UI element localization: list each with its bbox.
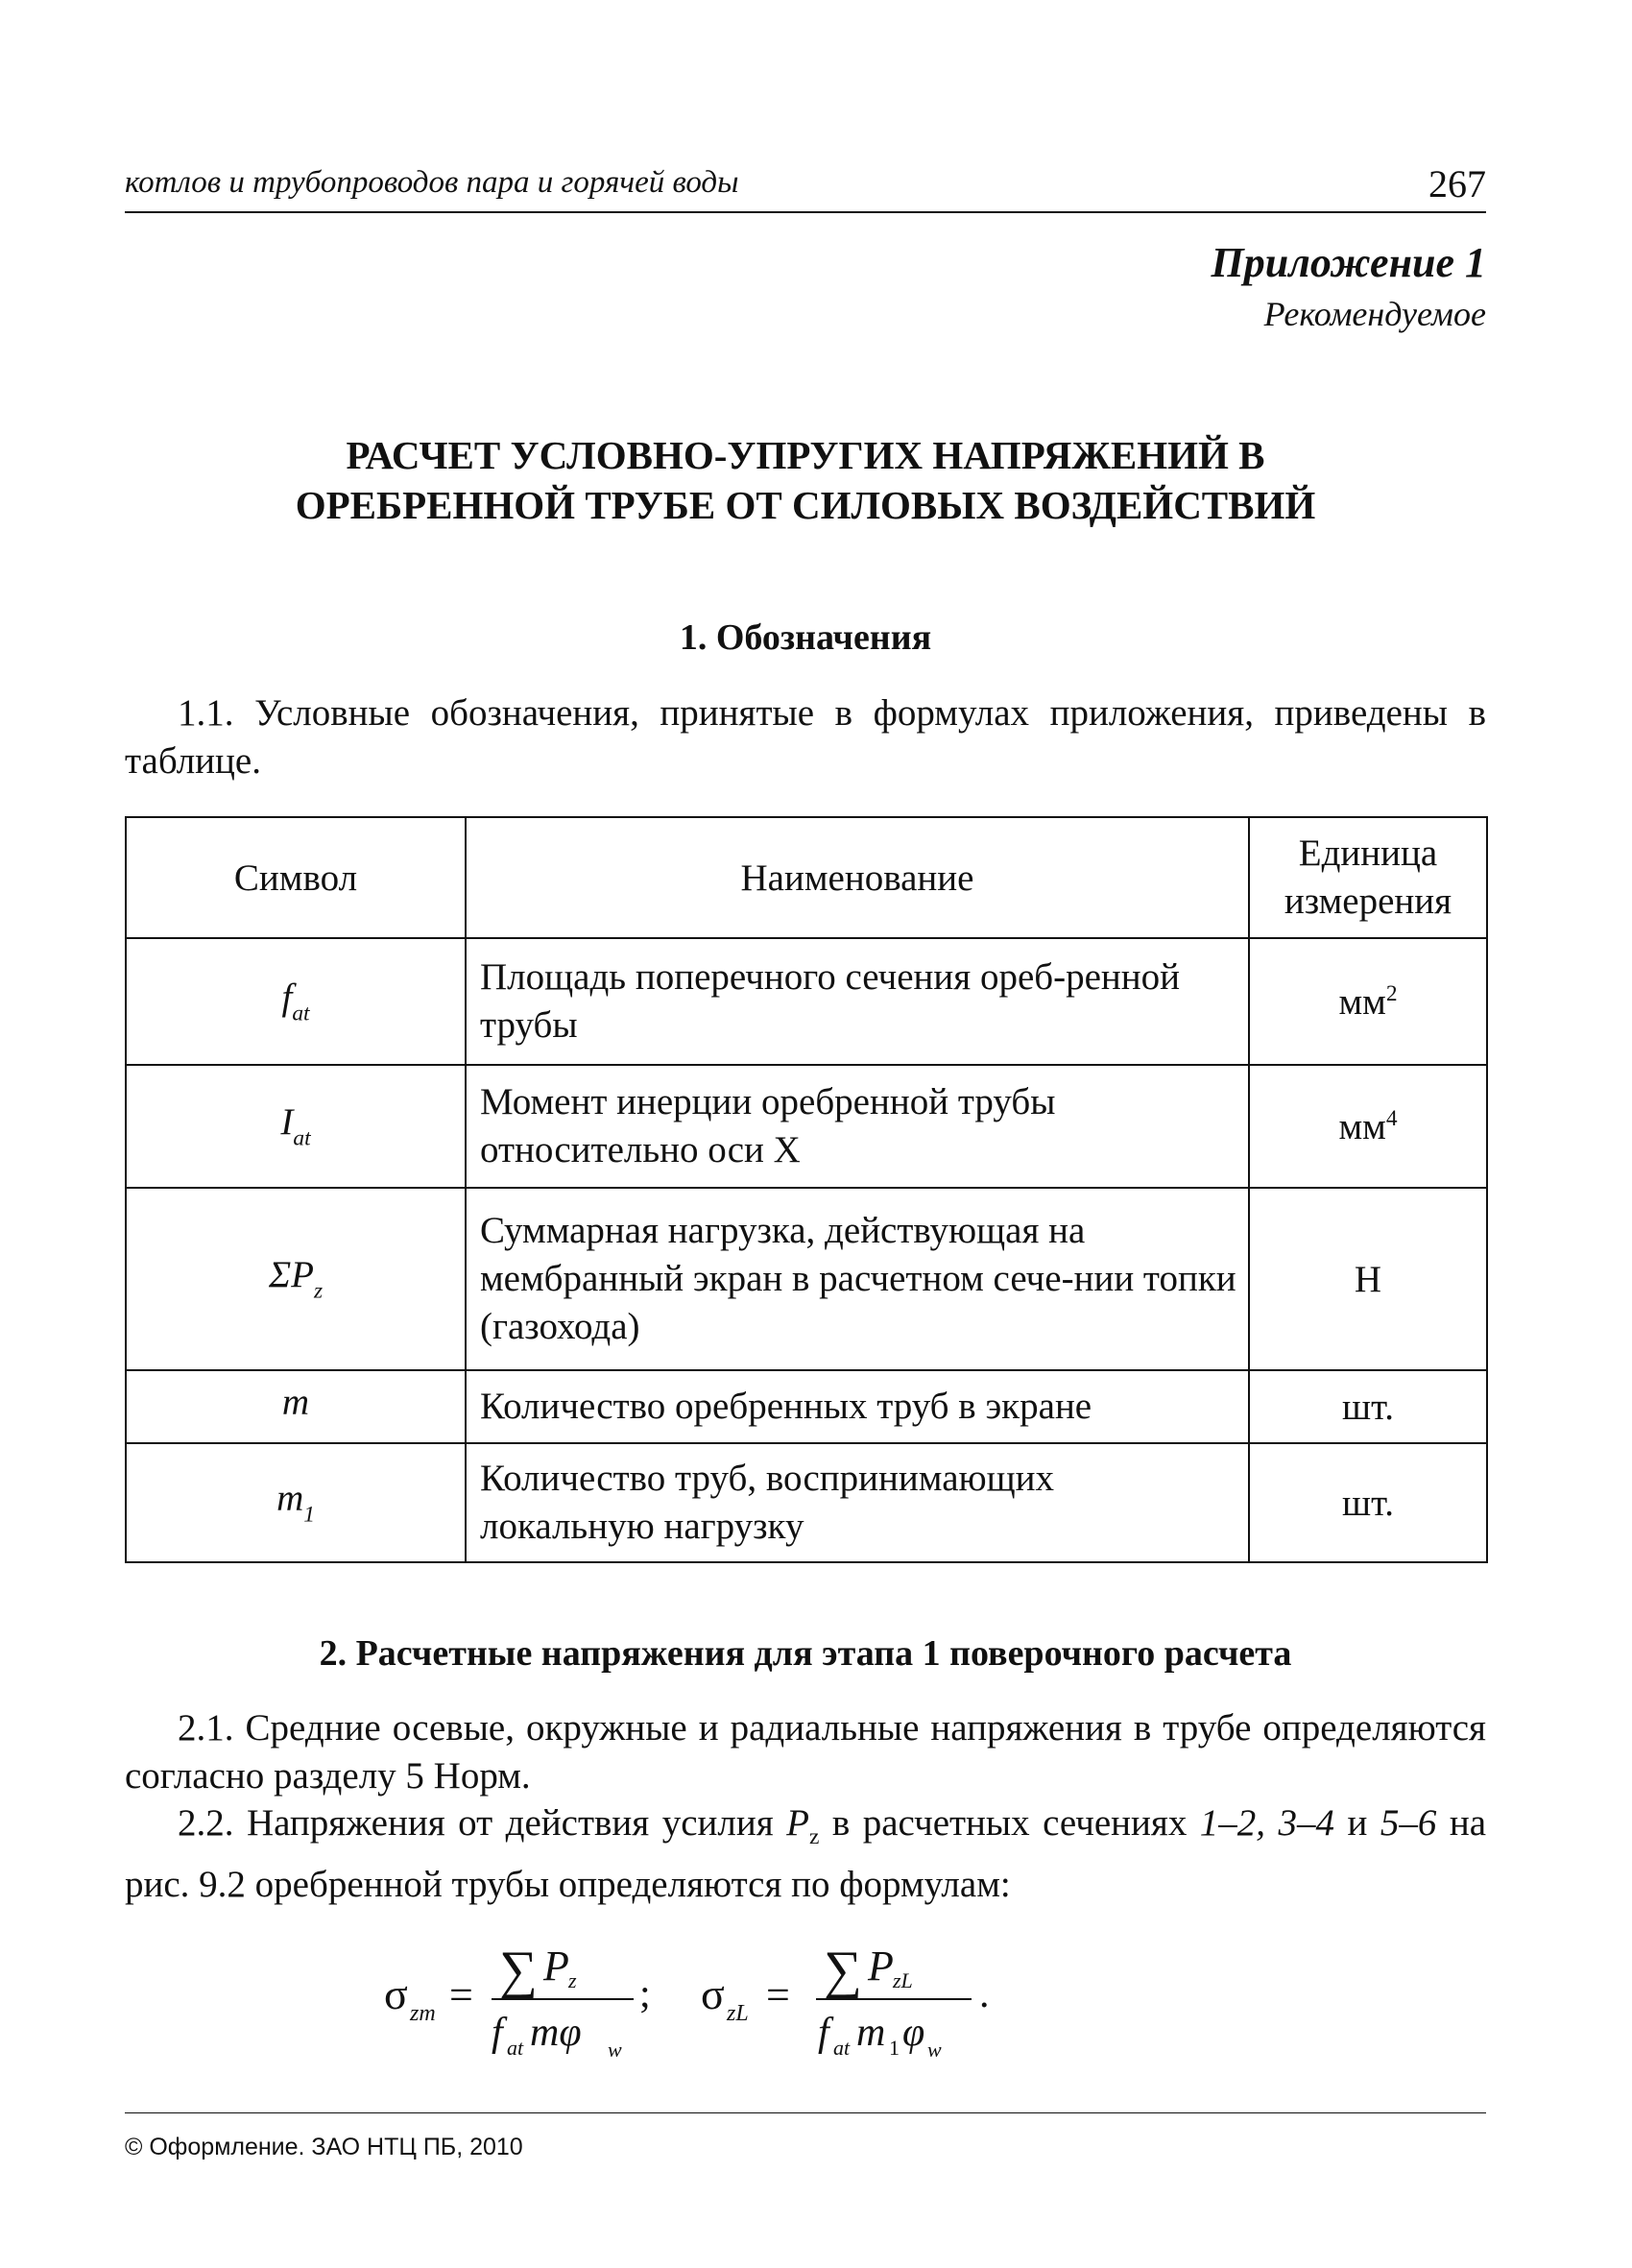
symbol: I — [280, 1101, 294, 1144]
footer-rule — [125, 2112, 1486, 2113]
document-title-line-2: ОРЕБРЕННОЙ ТРУБЕ ОТ СИЛОВЫХ ВОЗДЕЙСТВИЙ — [295, 483, 1316, 527]
unit-cell — [1249, 1065, 1487, 1188]
unit: мм — [1338, 1105, 1386, 1147]
section-1-heading: 1. Обозначения — [679, 617, 932, 658]
formula-period: . — [979, 1972, 990, 2016]
unit-cell — [1249, 1443, 1487, 1562]
denominator-count-phi: mφ — [530, 2011, 582, 2055]
unit-superscript: 4 — [1385, 1105, 1398, 1131]
name-cell: Момент инерции оребренной трубы относительно оси X — [466, 1065, 1249, 1188]
column-header-symbol: Символ — [126, 817, 466, 938]
force-symbol: P — [786, 1802, 809, 1844]
name-cell: Количество оребренных труб в экране — [466, 1370, 1249, 1443]
sum-sign-icon: ∑ — [824, 1941, 862, 2000]
document-title-line-1: РАСЧЕТ УСЛОВНО-УПРУГИХ НАПРЯЖЕНИЙ В — [346, 433, 1265, 477]
header-rule — [125, 211, 1486, 213]
symbol: ΣP — [268, 1254, 314, 1296]
name-cell: Площадь поперечного сечения ореб-ренной трубы — [466, 938, 1249, 1065]
symbol-subscript: at — [292, 1001, 310, 1026]
stress-formulas — [384, 1930, 1229, 2064]
unit: шт. — [1342, 1482, 1394, 1524]
symbols-table — [125, 816, 1488, 1563]
section-ref-3-4: 3–4 — [1278, 1802, 1335, 1844]
symbol: m — [281, 1382, 310, 1424]
denominator-area-subscript: at — [833, 2036, 851, 2060]
formula-separator: ; — [639, 1972, 651, 2016]
paragraph-2-1 — [125, 1704, 1486, 1800]
sigma-zm-symbol: σ — [384, 1969, 408, 2018]
unit-superscript: 2 — [1385, 980, 1398, 1006]
name-cell: Суммарная нагрузка, действующая на мембранный экран в расчетном сече-нии топки (газохода) — [466, 1188, 1249, 1370]
unit-cell — [1249, 1188, 1487, 1370]
footer-copyright: © Оформление. ЗАО НТЦ ПБ, 2010 — [125, 2134, 523, 2160]
table-row — [126, 1443, 1487, 1562]
sigma-zl-subscript: zL — [727, 2001, 749, 2026]
symbol-cell — [126, 1188, 466, 1370]
table-header-row — [126, 817, 1487, 938]
table-row — [126, 1065, 1487, 1188]
denominator-phi: φ — [902, 2011, 925, 2055]
denominator-count-subscript: 1 — [889, 2036, 900, 2060]
running-title: котлов и трубопроводов пара и горячей воды — [125, 165, 739, 200]
symbol: f — [281, 977, 293, 1019]
force-symbol-subscript: z — [808, 1823, 820, 1849]
unit-cell — [1249, 1370, 1487, 1443]
page-number: 267 — [1428, 162, 1486, 205]
symbol-cell — [126, 1443, 466, 1562]
symbol: m — [276, 1478, 304, 1520]
denominator-area: f — [492, 2011, 503, 2055]
paragraph-2-2-text-a: 2.2. Напряжения от действия усилия — [178, 1802, 787, 1844]
symbol-cell — [126, 1370, 466, 1443]
numerator-force: P — [868, 1942, 894, 1990]
paragraph-1-1-text: 1.1. Условные обозначения, принятые в формулах приложения, приведены в таблице. — [125, 692, 1486, 782]
appendix-label: Приложение 1 — [1211, 239, 1486, 286]
symbol-cell — [126, 938, 466, 1065]
numerator-force-subscript: z — [568, 1968, 577, 1992]
column-header-name: Наименование — [466, 817, 1249, 938]
paragraph-2-2 — [125, 1799, 1486, 1909]
denominator-count: m — [856, 2011, 886, 2055]
document-title — [125, 430, 1486, 530]
denominator-phi-subscript: w — [927, 2038, 942, 2062]
section-ref-1-2: 1–2, — [1199, 1802, 1266, 1844]
symbol-cell — [126, 1065, 466, 1188]
sigma-zm-subscript: zm — [410, 2001, 436, 2026]
denominator-phi-subscript: w — [608, 2038, 622, 2062]
paragraph-2-1-text: 2.1. Средние осевые, окружные и радиальные напряжения в трубе определяются согласно разделу 5 Норм. — [125, 1707, 1486, 1797]
symbol-subscript: at — [293, 1125, 311, 1151]
table-row — [126, 1188, 1487, 1370]
paragraph-2-2-and: и — [1334, 1802, 1380, 1844]
table-row — [126, 938, 1487, 1065]
denominator-area-subscript: at — [507, 2036, 524, 2060]
name-cell: Количество труб, воспринимающих локальную нагрузку — [466, 1443, 1249, 1562]
table-row — [126, 1370, 1487, 1443]
paragraph-2-2-text-c: на рис. 9.2 оребренной трубы определяются по формулам: — [125, 1802, 1487, 1905]
symbol-subscript: 1 — [303, 1502, 315, 1528]
paragraph-1-1 — [125, 689, 1486, 785]
numerator-force-subscript: zL — [893, 1968, 913, 1992]
appendix-status: Рекомендуемое — [1263, 295, 1486, 333]
unit: мм — [1338, 980, 1386, 1023]
column-header-unit: Единица измерения — [1249, 817, 1487, 938]
symbol-subscript: z — [313, 1278, 324, 1304]
sigma-zl-symbol: σ — [701, 1969, 725, 2018]
numerator-force: P — [543, 1942, 569, 1990]
unit-cell — [1249, 938, 1487, 1065]
section-2-heading: 2. Расчетные напряжения для этапа 1 поверочного расчета — [319, 1633, 1292, 1674]
unit: шт. — [1342, 1386, 1394, 1428]
paragraph-2-2-text-b: в расчетных сечениях — [819, 1802, 1200, 1844]
equals-sign: = — [449, 1971, 473, 2018]
equals-sign: = — [766, 1971, 790, 2018]
denominator-area: f — [818, 2011, 829, 2055]
section-ref-5-6: 5–6 — [1380, 1802, 1437, 1844]
unit: Н — [1354, 1258, 1382, 1300]
sum-sign-icon: ∑ — [499, 1941, 538, 2000]
